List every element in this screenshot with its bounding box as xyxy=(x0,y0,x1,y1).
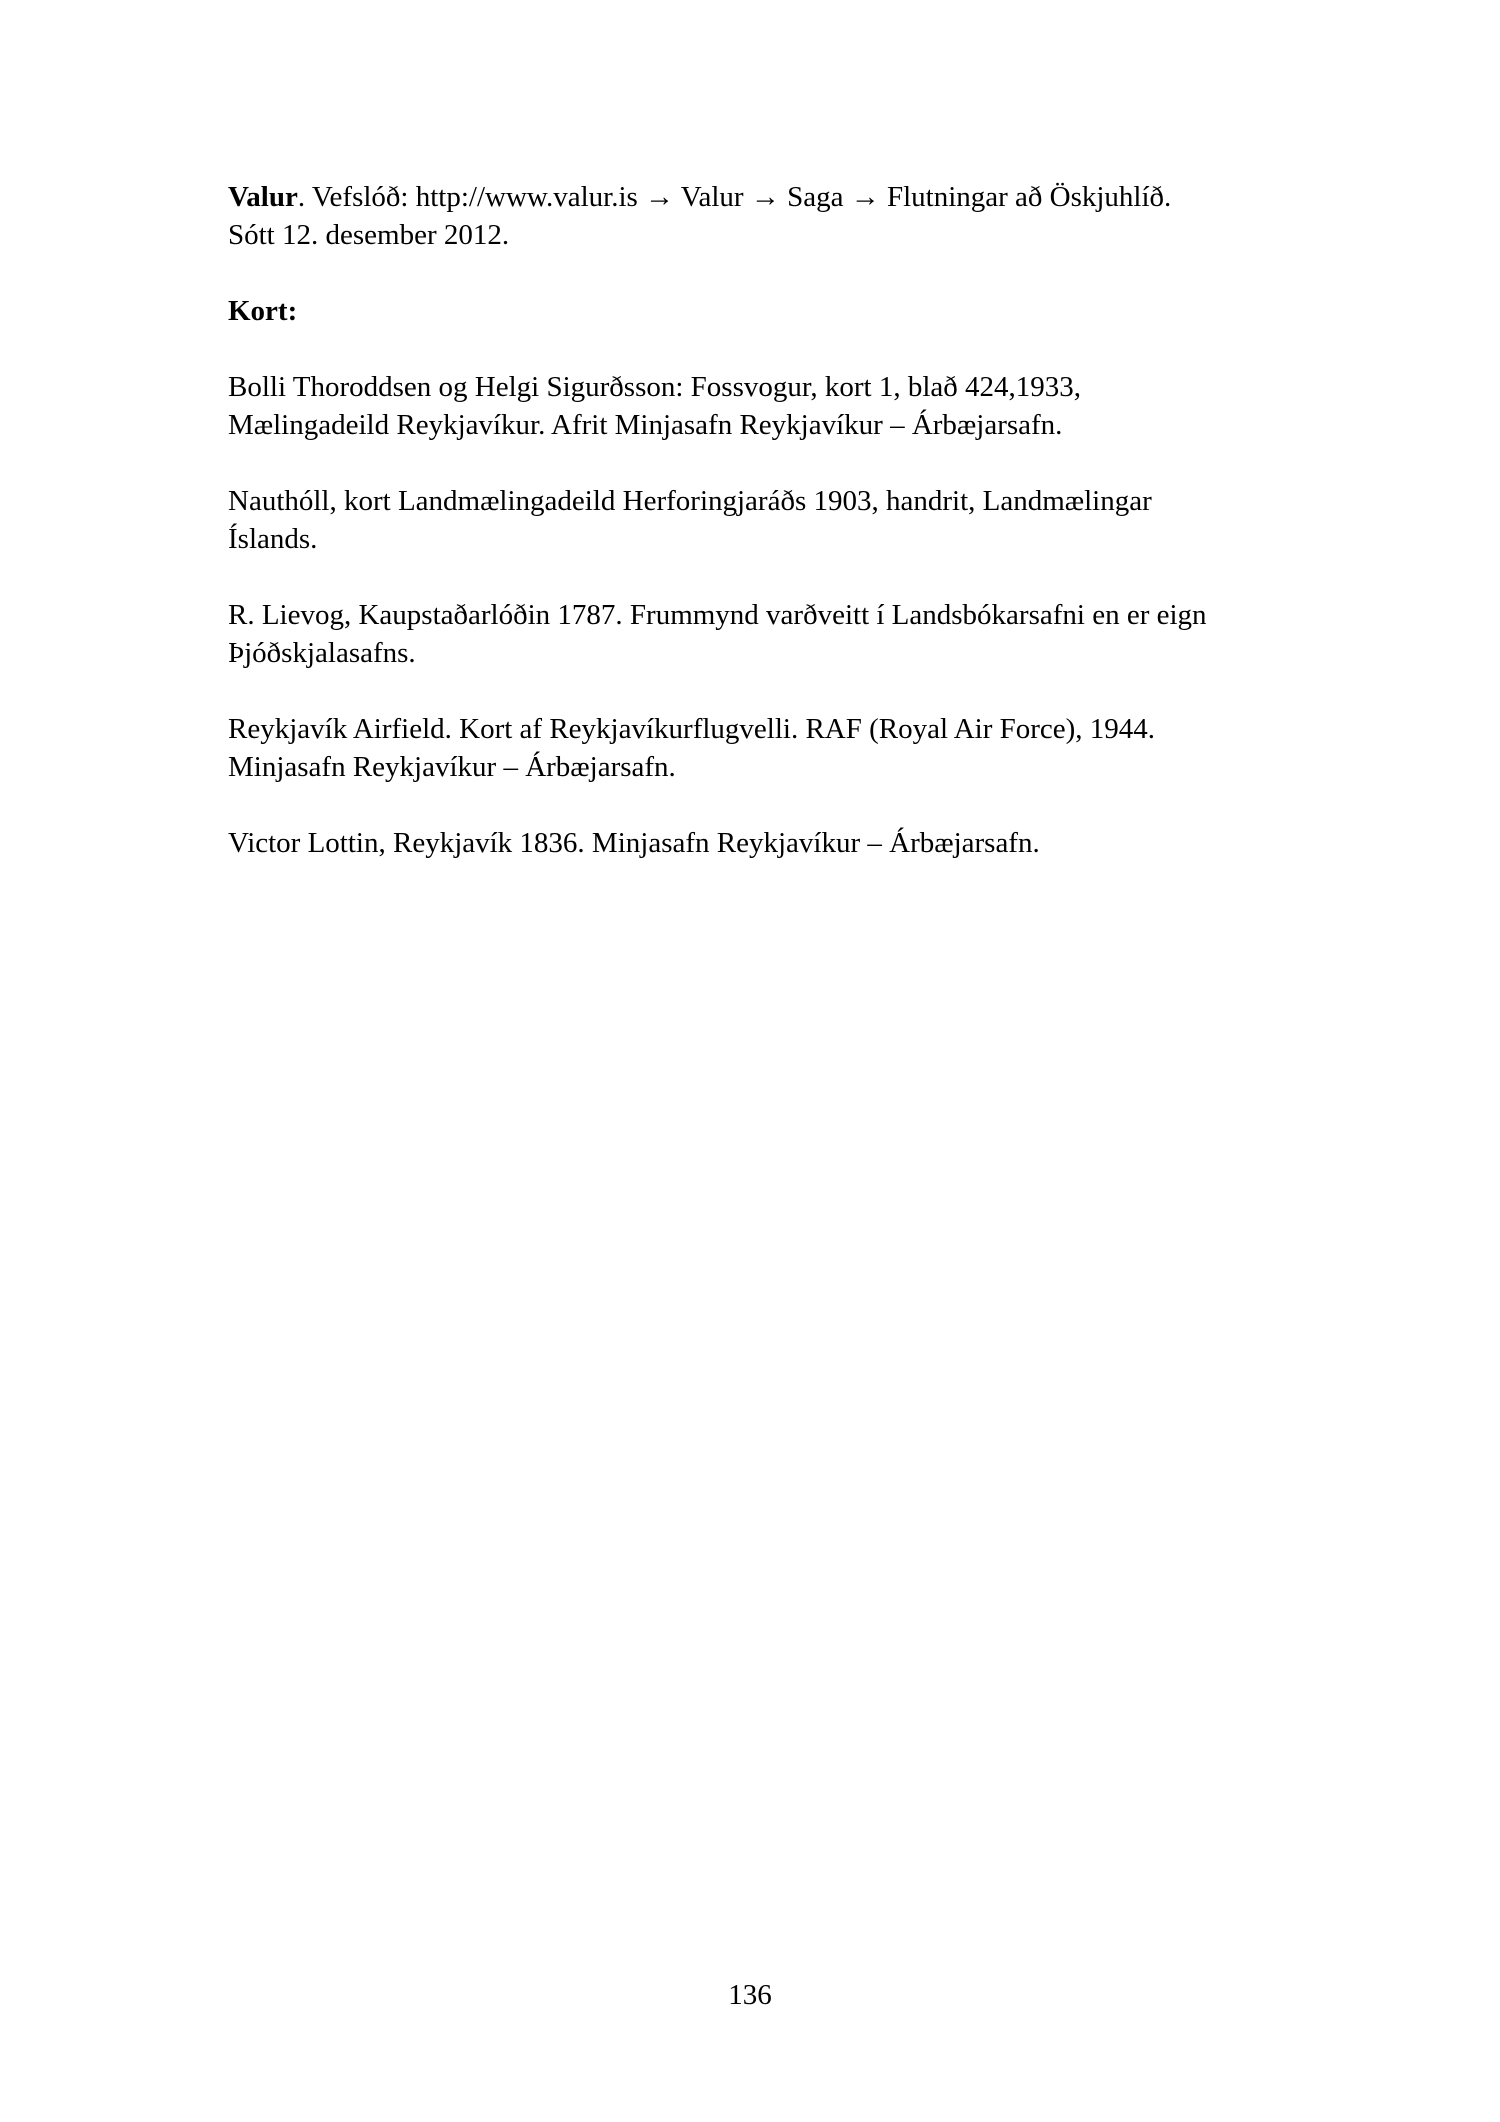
section-heading-kort: Kort: xyxy=(228,295,298,327)
reference-entry xyxy=(228,482,1308,558)
reference-line: Þjóðskjalasafns. xyxy=(228,637,416,669)
reference-line: Reykjavík Airfield. Kort af Reykjavíkurflugvelli. RAF (Royal Air Force), 1944. xyxy=(228,713,1156,745)
reference-line xyxy=(228,178,1308,216)
reference-line: Sótt 12. desember 2012. xyxy=(228,219,510,251)
reference-line: Bolli Thoroddsen og Helgi Sigurðsson: Fossvogur, kort 1, blað 424,1933, xyxy=(228,371,1082,403)
reference-line: Íslands. xyxy=(228,523,318,555)
reference-line: Victor Lottin, Reykjavík 1836. Minjasafn Reykjavíkur – Árbæjarsafn. xyxy=(228,827,1040,859)
document-body xyxy=(228,178,1308,900)
reference-line: Minjasafn Reykjavíkur – Árbæjarsafn. xyxy=(228,751,676,783)
reference-title: Valur xyxy=(228,181,298,213)
reference-line: Nauthóll, kort Landmælingadeild Herforingjaráðs 1903, handrit, Landmælingar xyxy=(228,485,1152,517)
reference-entry xyxy=(228,710,1308,786)
reference-entry xyxy=(228,596,1308,672)
reference-text: . Vefslóð: http://www.valur.is → Valur → Saga → Flutningar að Öskjuhlíð. xyxy=(297,181,1172,213)
reference-entry-valur xyxy=(228,178,1308,254)
reference-entry xyxy=(228,824,1308,862)
reference-entry xyxy=(228,368,1308,444)
reference-line: R. Lievog, Kaupstaðarlóðin 1787. Frummynd varðveitt í Landsbókarsafni en er eign xyxy=(228,599,1207,631)
reference-line: Mælingadeild Reykjavíkur. Afrit Minjasafn Reykjavíkur – Árbæjarsafn. xyxy=(228,409,1063,441)
page-number: 136 xyxy=(728,1979,772,2011)
